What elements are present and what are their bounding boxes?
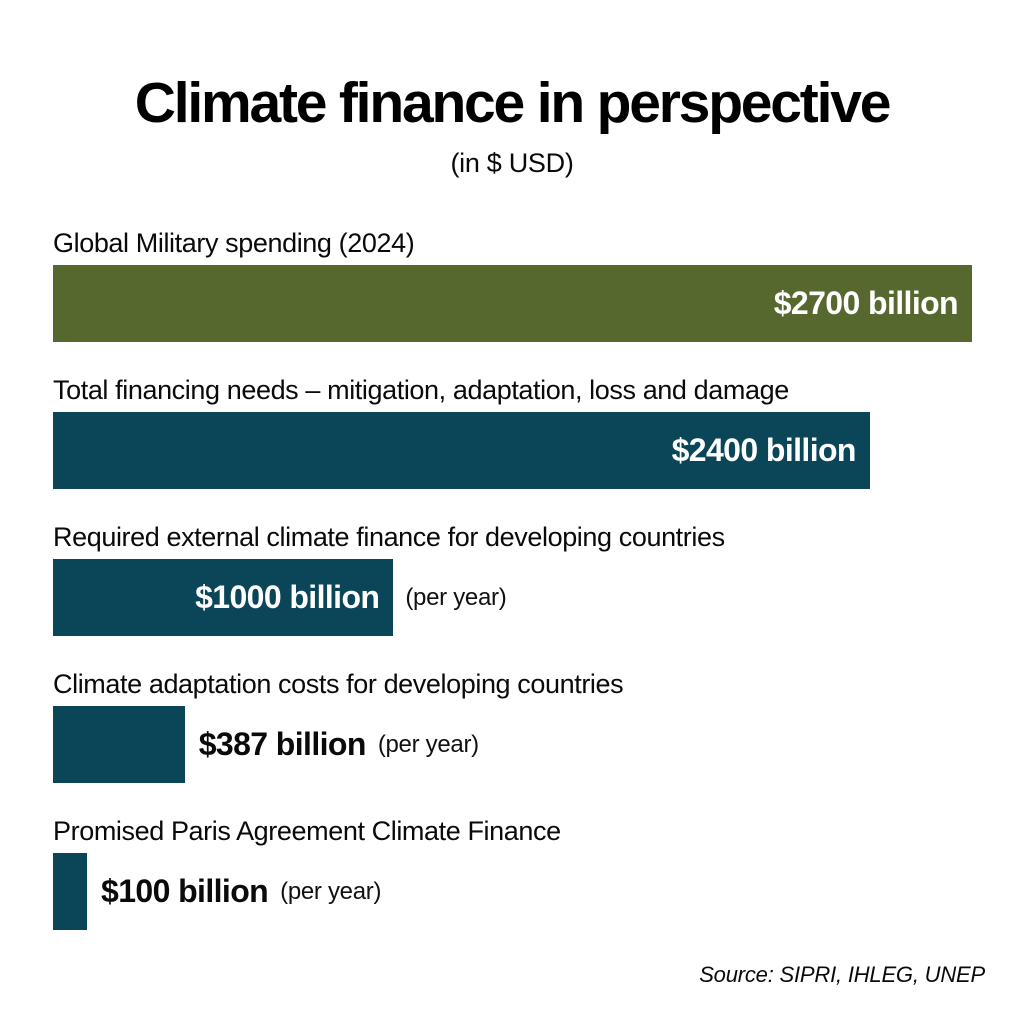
bar-line: [53, 559, 972, 636]
bar-chart: [53, 227, 972, 930]
bar-line: [53, 853, 972, 930]
bar: [53, 265, 972, 342]
bar: [53, 853, 87, 930]
chart-row: [53, 227, 972, 342]
bar-line: [53, 706, 972, 783]
bar: [53, 706, 185, 783]
bar-value: $2400 billion: [671, 432, 856, 468]
chart-row: [53, 374, 972, 489]
chart-subtitle: (in $ USD): [450, 148, 574, 178]
bar-label: Required external climate finance for developing countries: [53, 522, 725, 552]
bar-label: Global Military spending (2024): [53, 228, 415, 258]
bar: [53, 559, 393, 636]
bar: [53, 412, 870, 489]
bar-label: Promised Paris Agreement Climate Finance: [53, 816, 561, 846]
bar-label: Climate adaptation costs for developing countries: [53, 669, 624, 699]
bar-value: $387 billion: [198, 726, 366, 762]
per-year-note: (per year): [405, 583, 507, 611]
per-year-note: (per year): [280, 877, 382, 905]
page-title: Climate finance in perspective: [134, 71, 890, 135]
bar-value: $1000 billion: [195, 579, 380, 615]
source-credit: Source: SIPRI, IHLEG, UNEP: [699, 962, 985, 987]
chart-row: [53, 668, 972, 783]
bar-line: [53, 265, 972, 342]
chart-row: [53, 815, 972, 930]
per-year-note: (per year): [377, 730, 479, 758]
bar-value: $2700 billion: [773, 285, 958, 321]
bar-label: Total financing needs – mitigation, adaptation, loss and damage: [53, 375, 789, 405]
chart-row: [53, 521, 972, 636]
bar-line: [53, 412, 972, 489]
bar-value: $100 billion: [101, 873, 269, 909]
